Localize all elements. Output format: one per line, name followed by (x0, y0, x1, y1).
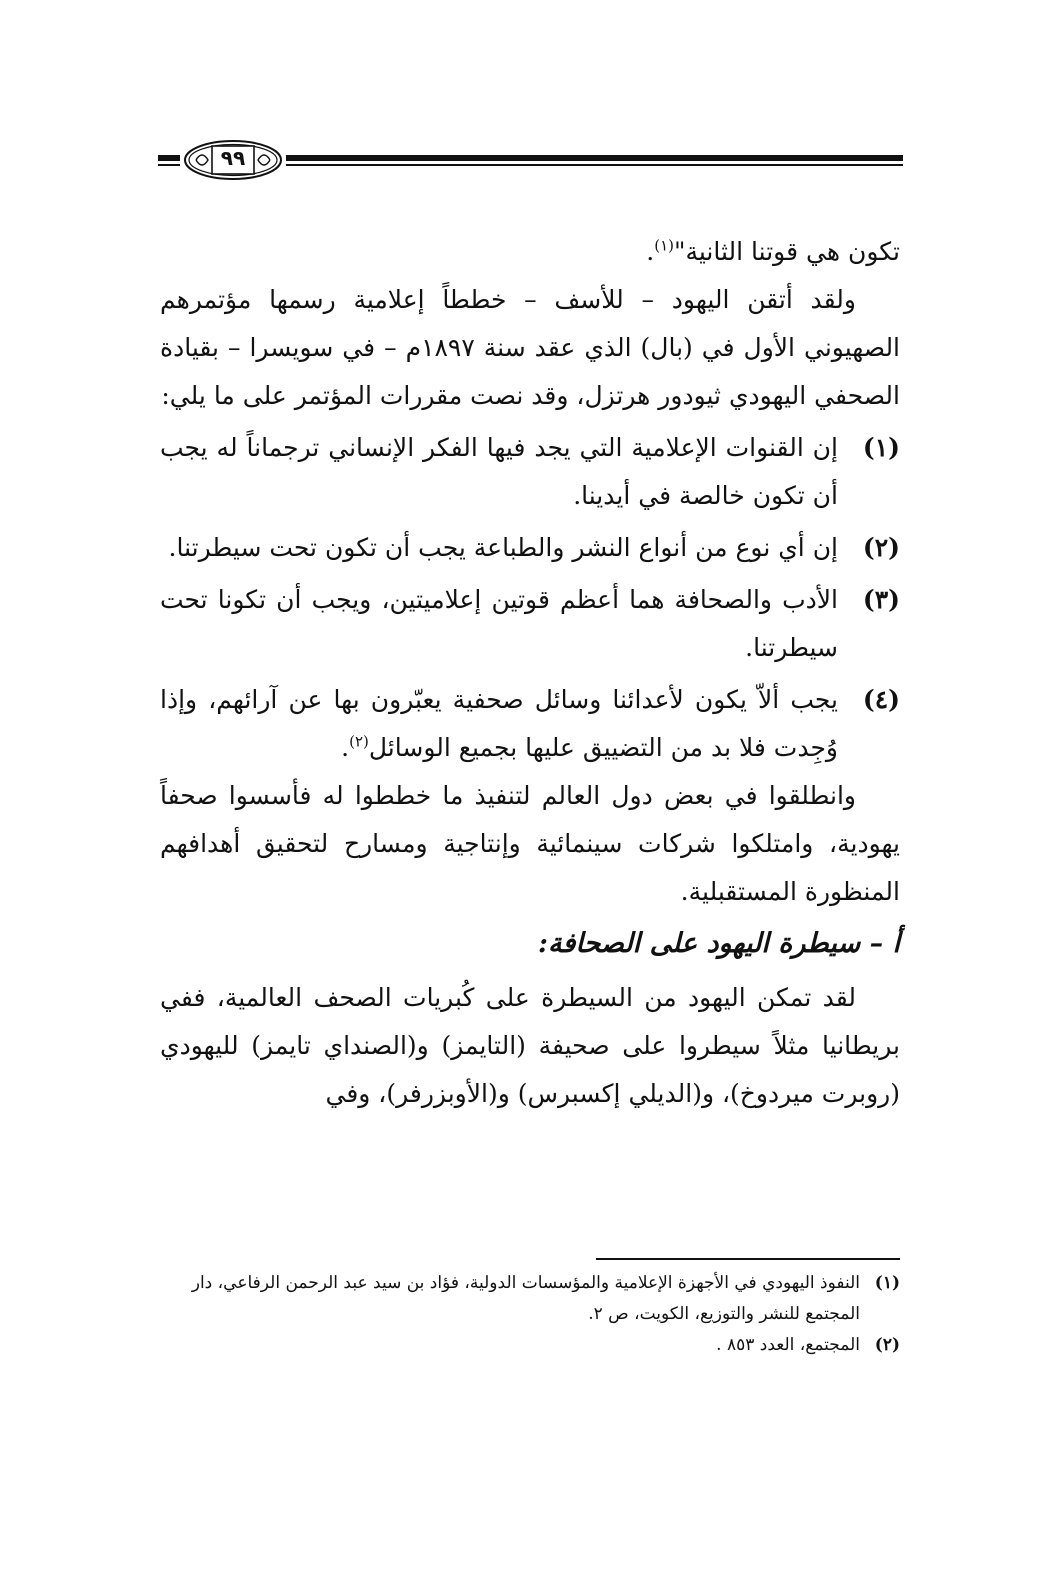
list-item-text (160, 676, 838, 772)
footnotes (160, 1268, 900, 1361)
list-item-number: (٤) (862, 685, 900, 714)
page-number-badge (182, 138, 284, 182)
footnote-item (160, 1330, 900, 1361)
list-item (160, 576, 900, 672)
header-rule (286, 155, 903, 161)
page-number: ٩٩ (220, 146, 246, 170)
paragraph-congress: ولقد أتقن اليهود – للأسف – خططاً إعلامية رسمها مؤتمرهم الصهيوني الأول في (بال) الذي عقد سنة ١٨٩٧م – في سويسرا – بقيادة الصحفي اليهودي ثيودور هرتزل، وقد نصت مقررات المؤتمر على ما يلي: (160, 285, 901, 410)
list-item-text: إن أي نوع من أنواع النشر والطباعة يجب أن تكون تحت سيطرتنا. (168, 533, 838, 562)
header-rule-left-thin (158, 164, 180, 166)
list-item-number: (٢) (862, 533, 900, 562)
header-rule-thin (286, 164, 903, 166)
footnote-ref-2[interactable]: (٢) (349, 732, 369, 751)
footnote-number: (٢) (874, 1335, 900, 1355)
footnote-ref-1[interactable]: (١) (654, 236, 674, 255)
list-item-text: إن القنوات الإعلامية التي يجد فيها الفكر الإنساني ترجماناً له يجب أن تكون خالصة في أيدينا. (160, 433, 838, 510)
footnote-text: النفوذ اليهودي في الأجهزة الإعلامية والمؤسسات الدولية، فؤاد بن سيد عبد الرحمن الرفاعي، دار المجتمع للنشر والتوزيع، الكويت، ص ٢. (191, 1273, 860, 1324)
list-item (160, 424, 900, 520)
section-heading: أ – سيطرة اليهود على الصحافة: (538, 928, 900, 959)
paragraph-press-control: لقد تمكن اليهود من السيطرة على كُبريات الصحف العالمية، ففي بريطانيا مثلاً سيطروا على صحيفة (التايمز) و(الصنداي تايمز) لليهودي (روبرت ميردوخ)، و(الديلي إكسبرس) و(الأوبزرفر)، وفي (160, 983, 900, 1108)
list-item-number: (١) (862, 433, 900, 462)
paragraph-opening (160, 228, 900, 276)
punctuation: . (341, 733, 350, 762)
list-item (160, 524, 900, 572)
list-item (160, 676, 900, 772)
footnote-number: (١) (874, 1273, 900, 1293)
list-item-number: (٣) (862, 585, 900, 614)
body-text (160, 228, 900, 1118)
page-header-ornament (158, 138, 903, 188)
list-item-body: يجب ألاّ يكون لأعدائنا وسائل صحفية يعبّرون بها عن آرائهم، وإذا وُجِدت فلا بد من التضييق عليها بجميع الوسائل (160, 685, 838, 762)
text-line: تكون هي قوتنا الثانية" (673, 237, 900, 266)
list-item-text: الأدب والصحافة هما أعظم قوتين إعلاميتين، ويجب أن تكونا تحت سيطرتنا. (160, 585, 838, 662)
punctuation: . (646, 237, 655, 266)
footnote-item (160, 1268, 900, 1330)
paragraph-expansion: وانطلقوا في بعض دول العالم لتنفيذ ما خططوا له فأسسوا صحفاً يهودية، وامتلكوا شركات سينمائية وإنتاجية ومسارح لتحقيق أهدافهم المنظورة المستقبلية. (160, 781, 900, 906)
footnote-separator (596, 1258, 900, 1260)
header-rule-left (158, 155, 180, 161)
footnote-text: المجتمع، العدد ٨٥٣ . (716, 1335, 860, 1355)
